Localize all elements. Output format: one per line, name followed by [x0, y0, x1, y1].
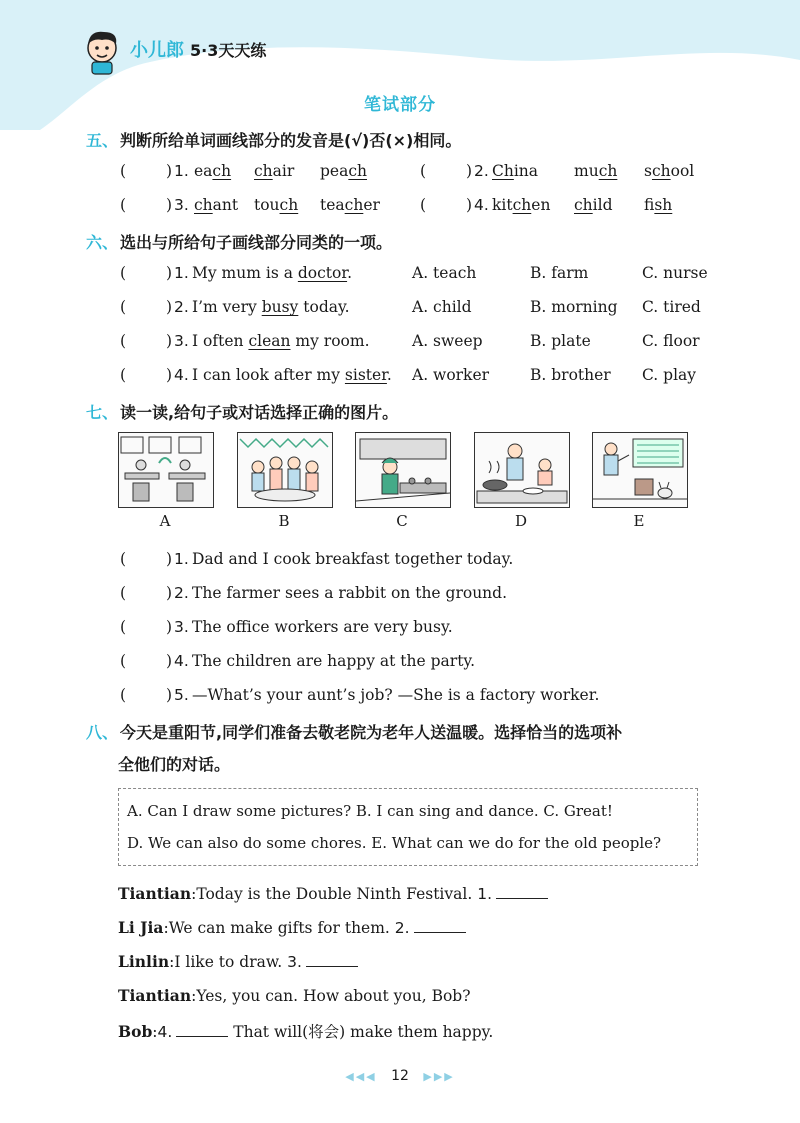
q8-instruction-line2: 全他们的对话。	[118, 755, 231, 774]
item-number: 1.	[174, 550, 189, 568]
answer-paren-close: )	[466, 196, 473, 214]
word-chair: chair	[254, 162, 295, 180]
answer-paren-close: )	[166, 550, 173, 568]
answer-blank[interactable]	[414, 918, 466, 933]
item-number: 3.	[174, 332, 189, 350]
answer-paren-close: )	[166, 162, 173, 180]
q7-row-5	[120, 686, 720, 708]
sentence: I’m very busy today.	[192, 298, 350, 316]
option-a: A. child	[412, 298, 472, 316]
option-b: B. brother	[530, 366, 611, 384]
answer-paren[interactable]: (	[420, 196, 427, 214]
brand-name: 小儿郎	[130, 40, 184, 61]
sentence: I can look after my sister.	[192, 366, 392, 384]
dialogue-line-1: Tiantian:Today is the Double Ninth Festival. 1.	[118, 884, 548, 903]
answer-paren-close: )	[466, 162, 473, 180]
q5-number: 五、	[86, 131, 119, 150]
item-number: 4.	[474, 196, 489, 214]
answer-paren-close: )	[166, 332, 173, 350]
option-b: B. farm	[530, 264, 589, 282]
blank-number: 2.	[394, 919, 410, 937]
dialogue-text: We can make gifts for them.	[168, 919, 390, 937]
item-number: 4.	[174, 652, 189, 670]
blank-number: 1.	[477, 885, 493, 903]
picture-label-a: A	[159, 512, 171, 530]
item-number: 4.	[174, 366, 189, 384]
answer-paren-close: )	[166, 652, 173, 670]
q7-number: 七、	[86, 403, 119, 422]
q5-heading	[86, 128, 461, 151]
speaker: Li Jia	[118, 918, 164, 937]
left-arrows-icon: ◀◀◀	[345, 1070, 377, 1083]
answer-paren[interactable]: (	[120, 550, 127, 568]
q8-number: 八、	[86, 723, 119, 742]
q8-heading	[86, 720, 622, 743]
q6-instruction: 选出与所给句子画线部分同类的一项。	[120, 233, 393, 252]
blank-number: 4.	[157, 1023, 173, 1041]
picture-label-b: B	[278, 512, 290, 530]
word-china: China	[492, 162, 539, 180]
word-chant: chant	[194, 196, 239, 214]
item-number: 3.	[174, 196, 189, 214]
sentence: I often clean my room.	[192, 332, 370, 350]
answer-blank[interactable]	[496, 884, 548, 899]
q6-row-3	[120, 332, 720, 354]
q6-row-1	[120, 264, 720, 286]
q8-instruction-line1: 今天是重阳节,同学们准备去敬老院为老年人送温暖。选择恰当的选项补	[120, 723, 623, 742]
item-number: 1.	[174, 264, 189, 282]
answer-paren[interactable]: (	[120, 196, 127, 214]
option-b: B. plate	[530, 332, 591, 350]
q6-heading	[86, 230, 392, 253]
answer-paren-close: )	[166, 196, 173, 214]
section-title: 笔试部分	[364, 95, 436, 115]
q7-row-3	[120, 618, 720, 640]
sentence: The farmer sees a rabbit on the ground.	[192, 584, 508, 602]
word-child: child	[574, 196, 613, 214]
dialogue-text: That will(将会) make them happy.	[233, 1023, 494, 1041]
options-line-2: D. We can also do some chores. E. What can we do for the old people?	[127, 834, 662, 852]
answer-paren-close: )	[166, 618, 173, 636]
dialogue-line-2: Li Jia:We can make gifts for them. 2.	[118, 918, 466, 937]
answer-paren-close: )	[166, 584, 173, 602]
option-a: A. worker	[412, 366, 490, 384]
q7-heading	[86, 400, 398, 423]
word-touch: touch	[254, 196, 299, 214]
speaker: Tiantian	[118, 986, 192, 1005]
dialogue-line-3: Linlin:I like to draw. 3.	[118, 952, 358, 971]
sentence: —What’s your aunt’s job? —She is a factory worker.	[192, 686, 600, 704]
right-arrows-icon: ▶▶▶	[423, 1070, 455, 1083]
item-number: 2.	[174, 298, 189, 316]
options-box	[118, 788, 698, 866]
page-footer	[0, 1068, 800, 1084]
word-teacher: teacher	[320, 196, 380, 214]
dialogue-text: Today is the Double Ninth Festival.	[196, 885, 473, 903]
option-c: C. tired	[642, 298, 701, 316]
brand-title	[130, 36, 266, 62]
picture-farm	[592, 432, 688, 508]
sentence: Dad and I cook breakfast together today.	[192, 550, 514, 568]
answer-blank[interactable]	[306, 952, 358, 967]
speaker: Linlin	[118, 952, 170, 971]
answer-paren-close: )	[166, 264, 173, 282]
answer-paren-close: )	[166, 366, 173, 384]
option-c: C. floor	[642, 332, 700, 350]
blank-number: 3.	[287, 953, 302, 971]
picture-label-e: E	[633, 512, 645, 530]
q7-instruction: 读一读,给句子或对话选择正确的图片。	[120, 403, 399, 422]
q5-instruction: 判断所给单词画线部分的发音是(√)否(×)相同。	[120, 131, 462, 150]
word-each: each	[194, 162, 232, 180]
answer-paren[interactable]: (	[120, 584, 127, 602]
answer-paren[interactable]: (	[120, 618, 127, 636]
answer-paren[interactable]: (	[120, 162, 127, 180]
answer-paren[interactable]: (	[120, 298, 127, 316]
word-school: school	[644, 162, 695, 180]
option-c: C. nurse	[642, 264, 708, 282]
word-kitchen: kitchen	[492, 196, 551, 214]
picture-cooking	[474, 432, 570, 508]
picture-label-c: C	[396, 512, 408, 530]
q5-row-1	[120, 162, 720, 184]
speaker: Tiantian	[118, 884, 192, 903]
option-a: A. teach	[412, 264, 477, 282]
answer-paren-close: )	[166, 686, 173, 704]
word-peach: peach	[320, 162, 368, 180]
sentence: The office workers are very busy.	[192, 618, 453, 636]
item-number: 1.	[174, 162, 189, 180]
answer-paren[interactable]: (	[120, 686, 127, 704]
picture-party	[237, 432, 333, 508]
answer-blank[interactable]	[176, 1022, 228, 1037]
item-number: 3.	[174, 618, 189, 636]
answer-paren[interactable]: (	[420, 162, 427, 180]
options-line-1: A. Can I draw some pictures? B. I can sing and dance. C. Great!	[127, 802, 613, 820]
q5-row-2	[120, 196, 720, 218]
q7-row-1	[120, 550, 720, 572]
answer-paren[interactable]: (	[120, 332, 127, 350]
q6-row-4	[120, 366, 720, 388]
dialogue-text: I like to draw.	[174, 953, 283, 971]
speaker: Bob	[118, 1022, 153, 1041]
answer-paren[interactable]: (	[120, 652, 127, 670]
sentence: My mum is a doctor.	[192, 264, 353, 282]
option-a: A. sweep	[412, 332, 483, 350]
picture-factory	[355, 432, 451, 508]
q6-number: 六、	[86, 233, 119, 252]
dialogue-line-5: Bob:4. That will(将会) make them happy.	[118, 1022, 494, 1041]
picture-office	[118, 432, 214, 508]
item-number: 2.	[474, 162, 489, 180]
sentence: The children are happy at the party.	[192, 652, 476, 670]
q7-row-2	[120, 584, 720, 606]
answer-paren[interactable]: (	[120, 366, 127, 384]
q7-row-4	[120, 652, 720, 674]
word-fish: fish	[644, 196, 673, 214]
q6-row-2	[120, 298, 720, 320]
item-number: 5.	[174, 686, 189, 704]
page-number: 12	[391, 1068, 409, 1084]
item-number: 2.	[174, 584, 189, 602]
answer-paren[interactable]: (	[120, 264, 127, 282]
answer-paren-close: )	[166, 298, 173, 316]
mascot-boy-icon	[80, 28, 124, 76]
dialogue-line-4: Tiantian:Yes, you can. How about you, Bob?	[118, 986, 471, 1005]
option-c: C. play	[642, 366, 697, 384]
brand-series: 5·3天天练	[190, 41, 267, 60]
picture-label-d: D	[514, 512, 528, 530]
word-much: much	[574, 162, 618, 180]
dialogue-text: Yes, you can. How about you, Bob?	[196, 987, 471, 1005]
option-b: B. morning	[530, 298, 618, 316]
